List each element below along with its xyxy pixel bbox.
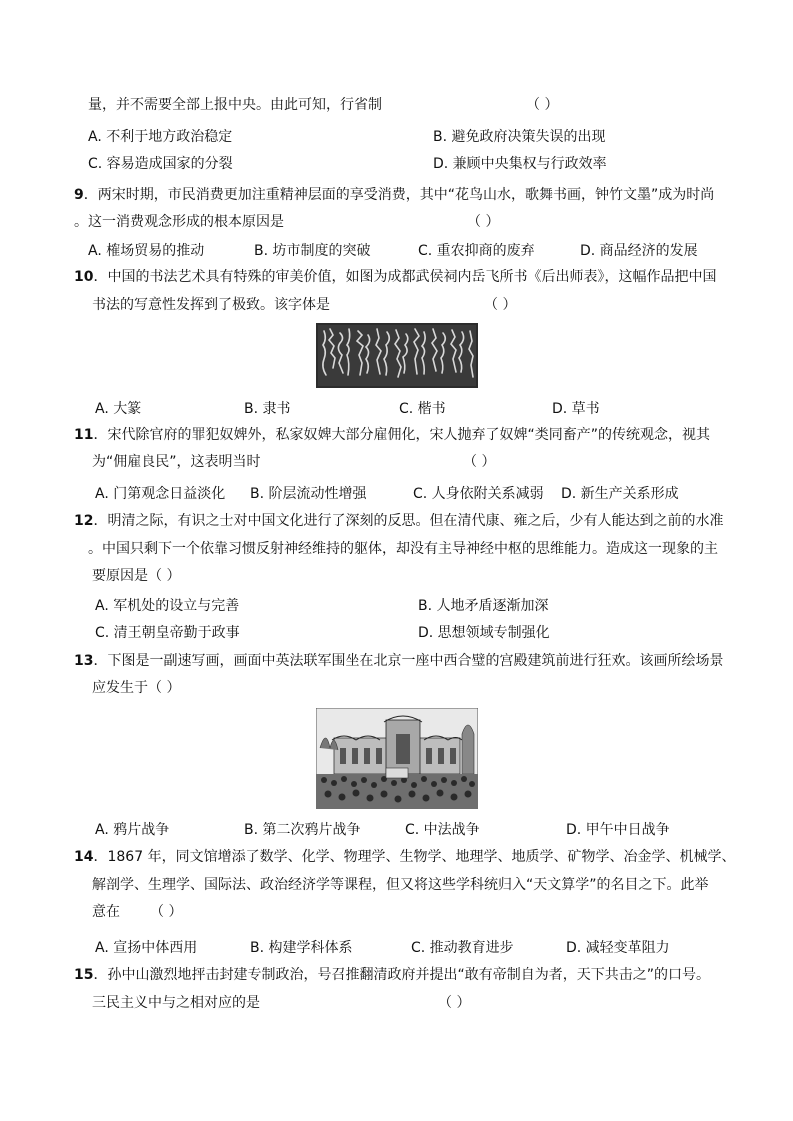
q10-option-d[interactable]: D. 草书 xyxy=(552,401,600,417)
q12-option-a[interactable]: A. 军机处的设立与完善 xyxy=(95,598,240,614)
q10-answer-paren: （ ） xyxy=(484,297,517,313)
q14-stem-line3: 意在 xyxy=(92,904,120,920)
q14-option-c[interactable]: C. 推动教育进步 xyxy=(411,940,514,956)
q13-option-b[interactable]: B. 第二次鸦片战争 xyxy=(244,822,361,838)
q14-option-b[interactable]: B. 构建学科体系 xyxy=(250,940,353,956)
q11-stem-line1: 11．宋代除官府的罪犯奴婢外，私家奴婢大部分雇佣化，宋人抛弃了奴婢“类同畜产”的传统观念，视其 xyxy=(74,427,710,443)
q8-answer-paren: （ ） xyxy=(526,97,559,113)
q9-option-c[interactable]: C. 重农抑商的废弃 xyxy=(418,243,535,259)
q12-stem-line3: 要原因是（ ） xyxy=(92,568,181,584)
q12-option-c[interactable]: C. 清王朝皇帝勤于政事 xyxy=(95,625,240,641)
q13-stem-line1: 13．下图是一副速写画，画面中英法联军围坐在北京一座中西合璧的宫殿建筑前进行狂欢。该画所绘场景 xyxy=(74,653,724,669)
q9-stem-line1: 9．两宋时期，市民消费更加注重精神层面的享受消费，其中“花鸟山水，歌舞书画，钟竹文墨”成为时尚 xyxy=(74,187,715,203)
q13-stem-line2: 应发生于（ ） xyxy=(92,680,181,696)
calligraphy-image xyxy=(316,323,478,388)
q12-stem-line2: 。中国只剩下一个依靠习惯反射神经维持的躯体，却没有主导神经中枢的思维能力。造成这一现象的主 xyxy=(88,541,718,557)
q12-option-d[interactable]: D. 思想领域专制强化 xyxy=(418,625,550,641)
q14-option-d[interactable]: D. 减轻变革阻力 xyxy=(566,940,670,956)
q12-option-b[interactable]: B. 人地矛盾逐渐加深 xyxy=(418,598,549,614)
q14-option-a[interactable]: A. 宣扬中体西用 xyxy=(95,940,198,956)
q13-option-a[interactable]: A. 鸦片战争 xyxy=(95,822,170,838)
q15-answer-paren: （ ） xyxy=(438,995,471,1011)
palace-sketch-image xyxy=(316,708,478,809)
q8-option-d[interactable]: D. 兼顾中央集权与行政效率 xyxy=(433,156,607,172)
q14-stem-line2: 解剖学、生理学、国际法、政治经济学等课程，但又将这些学科统归入“天文算学”的名目之下。此举 xyxy=(92,877,709,893)
q10-option-c[interactable]: C. 楷书 xyxy=(399,401,446,417)
q10-number: 10 xyxy=(74,269,94,285)
q9-number: 9 xyxy=(74,187,84,203)
q8-stem-line: 量，并不需要全部上报中央。由此可知，行省制 xyxy=(88,97,382,113)
q9-option-d[interactable]: D. 商品经济的发展 xyxy=(580,243,698,259)
q11-option-a[interactable]: A. 门第观念日益淡化 xyxy=(95,486,226,502)
q13-number: 13 xyxy=(74,653,94,669)
q10-option-a[interactable]: A. 大篆 xyxy=(95,401,142,417)
q11-answer-paren: （ ） xyxy=(463,454,496,470)
q11-stem-line2: 为“佣雇良民”，这表明当时 xyxy=(92,454,261,470)
q8-option-b[interactable]: B. 避免政府决策失误的出现 xyxy=(433,129,606,145)
q11-number: 11 xyxy=(74,427,94,443)
q15-stem-line1: 15．孙中山激烈地抨击封建专制政治，号召推翻清政府并提出“敢有帝制自为者，天下共击之”的口号。 xyxy=(74,967,710,983)
q12-number: 12 xyxy=(74,513,94,529)
q10-stem-line2: 书法的写意性发挥到了极致。该字体是 xyxy=(92,297,330,313)
q9-option-a[interactable]: A. 榷场贸易的推动 xyxy=(88,243,205,259)
q10-stem-line1: 10．中国的书法艺术具有特殊的审美价值，如图为成都武侯祠内岳飞所书《后出师表》，这幅作品把中国 xyxy=(74,269,717,285)
q8-option-c[interactable]: C. 容易造成国家的分裂 xyxy=(88,156,233,172)
q12-stem-line1: 12．明清之际，有识之士对中国文化进行了深刻的反思。但在清代康、雍之后，少有人能达到之前的水准 xyxy=(74,513,724,529)
q10-option-b[interactable]: B. 隶书 xyxy=(244,401,291,417)
q11-option-b[interactable]: B. 阶层流动性增强 xyxy=(250,486,367,502)
q15-stem-line2: 三民主义中与之相对应的是 xyxy=(92,995,260,1011)
q13-option-c[interactable]: C. 中法战争 xyxy=(405,822,480,838)
q14-stem-line1: 14．1867 年，同文馆增添了数学、化学、物理学、生物学、地理学、地质学、矿物学、冶金学、机械学、 xyxy=(74,849,736,865)
q8-option-a[interactable]: A. 不利于地方政治稳定 xyxy=(88,129,233,145)
q14-number: 14 xyxy=(74,849,94,865)
q13-option-d[interactable]: D. 甲午中日战争 xyxy=(566,822,670,838)
q9-answer-paren: （ ） xyxy=(467,214,500,230)
q9-option-b[interactable]: B. 坊市制度的突破 xyxy=(254,243,371,259)
q9-stem-line2: 。这一消费观念形成的根本原因是 xyxy=(74,214,284,230)
q11-option-d[interactable]: D. 新生产关系形成 xyxy=(561,486,679,502)
q14-answer-paren: （ ） xyxy=(150,904,183,920)
q11-option-c[interactable]: C. 人身依附关系减弱 xyxy=(413,486,544,502)
q15-number: 15 xyxy=(74,967,94,983)
